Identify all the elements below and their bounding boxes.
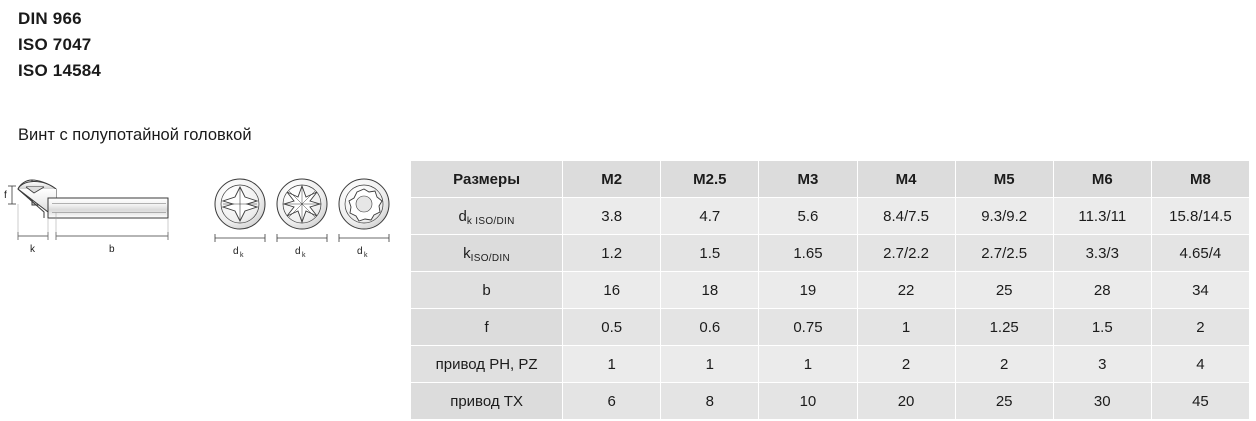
table-cell: 25: [955, 272, 1053, 309]
table-row: [411, 235, 1250, 272]
table-cell: 5.6: [759, 198, 857, 235]
table-header-cell: M2: [563, 161, 661, 198]
table-cell: 3.3/3: [1053, 235, 1151, 272]
table-row: [411, 198, 1250, 235]
table-row: [411, 309, 1250, 346]
drive-view-torx: [339, 179, 389, 259]
drive-view-pozidriv: [277, 179, 327, 259]
table-cell: 0.75: [759, 309, 857, 346]
table-row: [411, 383, 1250, 420]
svg-text:d: d: [357, 246, 363, 257]
row-label-main: d: [458, 207, 467, 225]
standard-iso14584: ISO 14584: [18, 61, 102, 80]
table-cell: 1: [759, 346, 857, 383]
dimensions-table: [410, 160, 1250, 420]
table-header-cell: Размеры: [411, 161, 563, 198]
table-cell: 8.4/7.5: [857, 198, 955, 235]
technical-drawing: [4, 160, 404, 290]
table-cell: 1.5: [1053, 309, 1151, 346]
table-cell: 4.7: [661, 198, 759, 235]
table-header-row: [411, 161, 1250, 198]
table-header-cell: M2.5: [661, 161, 759, 198]
table-cell: 20: [857, 383, 955, 420]
table-cell: 1: [563, 346, 661, 383]
table-cell: 4.65/4: [1151, 235, 1249, 272]
row-label-main: привод TX: [450, 392, 523, 410]
table-cell: 28: [1053, 272, 1151, 309]
row-label: [411, 235, 563, 272]
row-label-main: f: [484, 318, 489, 336]
row-label-sub: ISO/DIN: [470, 252, 510, 264]
dimensions-table-wrapper: [410, 160, 1250, 420]
table-cell: 6: [563, 383, 661, 420]
row-label: [411, 383, 563, 420]
row-label: [411, 272, 563, 309]
drive-view-phillips: [215, 179, 265, 259]
table-cell: 16: [563, 272, 661, 309]
table-cell: 3.8: [563, 198, 661, 235]
dim-label-b: b: [109, 244, 115, 255]
table-cell: 1.2: [563, 235, 661, 272]
table-cell: 2.7/2.2: [857, 235, 955, 272]
svg-text:k: k: [302, 252, 306, 259]
table-cell: 2: [1151, 309, 1249, 346]
table-row: [411, 346, 1250, 383]
table-header-cell: M8: [1151, 161, 1249, 198]
table-cell: 1.5: [661, 235, 759, 272]
row-label: [411, 198, 563, 235]
table-cell: 1: [661, 346, 759, 383]
table-cell: 15.8/14.5: [1151, 198, 1249, 235]
table-cell: 1.65: [759, 235, 857, 272]
table-cell: 1: [857, 309, 955, 346]
screw-side-view: [18, 180, 168, 218]
table-cell: 1.25: [955, 309, 1053, 346]
table-cell: 4: [1151, 346, 1249, 383]
table-cell: 3: [1053, 346, 1151, 383]
row-label-main: b: [482, 281, 491, 299]
dim-label-k: k: [30, 244, 35, 255]
svg-text:d: d: [233, 246, 239, 257]
table-cell: 0.6: [661, 309, 759, 346]
standard-iso7047: ISO 7047: [18, 35, 92, 54]
row-label: [411, 346, 563, 383]
table-cell: 2: [955, 346, 1053, 383]
table-row: [411, 272, 1250, 309]
table-cell: 19: [759, 272, 857, 309]
table-cell: 9.3/9.2: [955, 198, 1053, 235]
row-label: [411, 309, 563, 346]
table-cell: 22: [857, 272, 955, 309]
table-cell: 34: [1151, 272, 1249, 309]
svg-text:k: k: [364, 252, 368, 259]
row-label-sub: k ISO/DIN: [466, 215, 515, 227]
table-header-cell: M5: [955, 161, 1053, 198]
table-cell: 8: [661, 383, 759, 420]
table-header-cell: M3: [759, 161, 857, 198]
table-header-cell: M4: [857, 161, 955, 198]
table-cell: 2.7/2.5: [955, 235, 1053, 272]
dim-label-f: f: [4, 190, 7, 201]
standard-din966: DIN 966: [18, 9, 82, 28]
table-cell: 11.3/11: [1053, 198, 1151, 235]
table-cell: 45: [1151, 383, 1249, 420]
table-cell: 18: [661, 272, 759, 309]
table-cell: 2: [857, 346, 955, 383]
table-header-cell: M6: [1053, 161, 1151, 198]
svg-text:d: d: [295, 246, 301, 257]
row-label-main: привод PH, PZ: [435, 355, 538, 373]
table-cell: 10: [759, 383, 857, 420]
table-cell: 30: [1053, 383, 1151, 420]
table-cell: 0.5: [563, 309, 661, 346]
row-label-main: k: [463, 244, 471, 262]
svg-text:k: k: [240, 252, 244, 259]
page-title: Винт с полупотайной головкой: [18, 126, 252, 144]
table-cell: 25: [955, 383, 1053, 420]
standards-list: [18, 6, 101, 84]
